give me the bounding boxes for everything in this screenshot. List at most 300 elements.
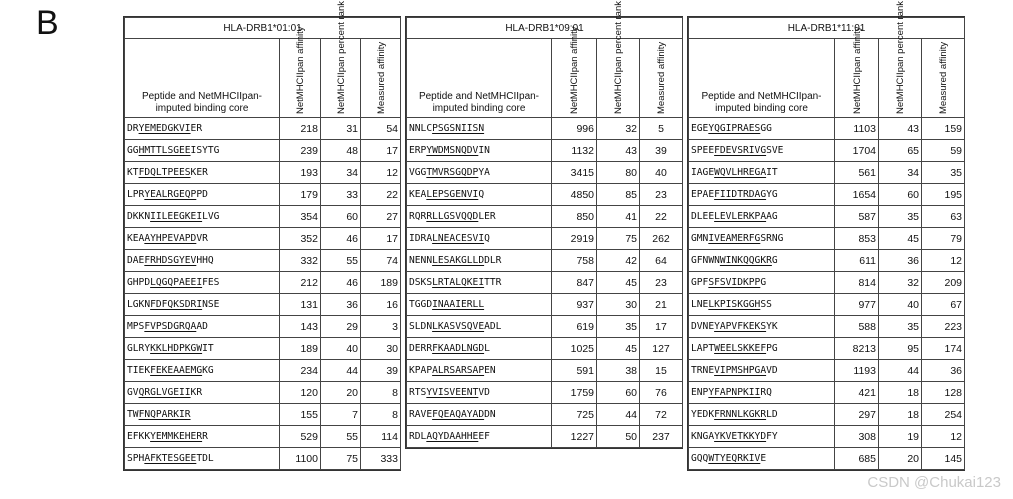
affinity-cell: 120 xyxy=(280,382,321,404)
rank-cell: 18 xyxy=(879,382,922,404)
table-row xyxy=(125,338,401,360)
affinity-cell: 179 xyxy=(280,184,321,206)
peptide-cell xyxy=(125,162,280,184)
affinity-cell: 155 xyxy=(280,404,321,426)
rank-cell: 60 xyxy=(879,184,922,206)
table-body xyxy=(407,118,683,448)
measured-header: Measured affinity xyxy=(656,41,667,114)
affinity-cell: 4850 xyxy=(552,184,597,206)
measured-cell: 39 xyxy=(640,140,683,162)
peptide-flank-c: FY xyxy=(766,431,778,442)
binding-core: YEMEDGKVI xyxy=(138,123,191,134)
affinity-cell: 3415 xyxy=(552,162,597,184)
rank-cell: 32 xyxy=(879,272,922,294)
table-row xyxy=(125,448,401,470)
rank-cell: 35 xyxy=(879,316,922,338)
allele-title: HLA-DRB1*09:01 xyxy=(407,18,683,39)
peptide-cell xyxy=(407,206,552,228)
measured-cell: 21 xyxy=(640,294,683,316)
peptide-flank-c: IT xyxy=(766,167,778,178)
peptide-flank-n: KEA xyxy=(127,233,145,244)
rank-cell: 46 xyxy=(321,272,361,294)
rank-cell: 45 xyxy=(597,272,640,294)
peptide-flank-n: GHPD xyxy=(127,277,151,288)
table-row xyxy=(125,184,401,206)
rank-cell: 43 xyxy=(597,140,640,162)
peptide-cell xyxy=(407,118,552,140)
table-row xyxy=(689,316,965,338)
table-row xyxy=(125,250,401,272)
rank-cell: 44 xyxy=(597,404,640,426)
binding-core: LQGQPAEEI xyxy=(150,277,203,288)
affinity-cell: 587 xyxy=(835,206,879,228)
peptide-cell xyxy=(125,404,280,426)
peptide-flank-c: ISYTG xyxy=(190,145,220,156)
affinity-cell: 977 xyxy=(835,294,879,316)
peptide-flank-n: ERP xyxy=(409,145,427,156)
peptide-cell xyxy=(125,206,280,228)
binding-core: LNEACESVI xyxy=(432,233,485,244)
peptide-flank-n: TGGD xyxy=(409,299,433,310)
affinity-cell: 1704 xyxy=(835,140,879,162)
measured-cell: 22 xyxy=(361,184,401,206)
peptide-flank-n: DVNE xyxy=(691,321,715,332)
affinity-cell: 619 xyxy=(552,316,597,338)
peptide-cell xyxy=(125,382,280,404)
peptide-flank-c: AD xyxy=(196,321,208,332)
binding-core: WTYEQRKIV xyxy=(708,453,761,464)
peptide-flank-c: VD xyxy=(478,387,490,398)
table-row xyxy=(689,228,965,250)
rank-cell: 40 xyxy=(321,338,361,360)
peptide-cell xyxy=(407,316,552,338)
binding-core: KKLHDPKGW xyxy=(150,343,203,354)
peptide-flank-c: LER xyxy=(478,211,496,222)
peptide-flank-n: DLEE xyxy=(691,211,715,222)
peptide-flank-n: IAGE xyxy=(691,167,715,178)
peptide-flank-n: IDRA xyxy=(409,233,433,244)
peptide-cell xyxy=(689,250,835,272)
measured-cell: 22 xyxy=(640,206,683,228)
rank-cell: 41 xyxy=(597,206,640,228)
affinity-cell: 218 xyxy=(280,118,321,140)
binding-core: VIPMSHPGA xyxy=(714,365,767,376)
affinity-cell: 1103 xyxy=(835,118,879,140)
affinity-cell: 685 xyxy=(835,448,879,470)
rank-header: NetMHCIIpan percent rank xyxy=(613,1,624,114)
peptide-flank-c: EN xyxy=(484,365,496,376)
peptide-flank-n: KT xyxy=(127,167,139,178)
rank-cell: 34 xyxy=(321,162,361,184)
peptide-flank-n: DAE xyxy=(127,255,145,266)
peptide-flank-c: ER xyxy=(190,123,203,134)
peptide-cell xyxy=(125,184,280,206)
rank-cell: 35 xyxy=(879,206,922,228)
table-row xyxy=(125,206,401,228)
measured-cell: 23 xyxy=(640,184,683,206)
measured-cell: 17 xyxy=(361,228,401,250)
peptide-flank-c: KR xyxy=(190,387,203,398)
affinity-cell: 352 xyxy=(280,228,321,250)
peptide-flank-c: YG xyxy=(766,189,778,200)
rank-cell: 60 xyxy=(321,206,361,228)
affinity-cell: 239 xyxy=(280,140,321,162)
peptide-flank-n: GMN xyxy=(691,233,709,244)
peptide-flank-c: DN xyxy=(484,409,496,420)
allele-table-1 xyxy=(123,1,401,471)
affinity-header: NetMHCIIpan affinity xyxy=(851,26,863,114)
table-row xyxy=(125,228,401,250)
binding-core: WINKQQGKR xyxy=(719,255,772,266)
peptide-flank-c: Q xyxy=(484,233,490,244)
measured-header: Measured affinity xyxy=(375,41,387,114)
binding-core: FVPSDGRQA xyxy=(144,321,197,332)
table-row xyxy=(407,382,683,404)
table-body xyxy=(689,118,965,470)
peptide-flank-c: L xyxy=(484,343,490,354)
allele-title: HLA-DRB1*11:01 xyxy=(689,18,965,39)
binding-core: WQVLHREGA xyxy=(714,167,767,178)
table-row xyxy=(125,162,401,184)
peptide-flank-n: GG xyxy=(127,145,139,156)
table-row xyxy=(689,162,965,184)
affinity-cell: 1227 xyxy=(552,426,597,448)
binding-core: LKASVSQVE xyxy=(432,321,485,332)
affinity-cell: 193 xyxy=(280,162,321,184)
affinity-cell: 588 xyxy=(835,316,879,338)
rank-cell: 75 xyxy=(321,448,361,470)
measured-cell: 223 xyxy=(922,316,965,338)
measured-cell: 54 xyxy=(361,118,401,140)
binding-core: QRGLVGEII xyxy=(138,387,191,398)
binding-table xyxy=(124,1,401,470)
measured-cell: 39 xyxy=(361,360,401,382)
affinity-cell: 2919 xyxy=(552,228,597,250)
measured-cell: 128 xyxy=(922,382,965,404)
peptide-cell xyxy=(125,360,280,382)
table-row xyxy=(407,118,683,140)
peptide-cell xyxy=(125,250,280,272)
peptide-flank-n: NNLC xyxy=(409,123,433,134)
table-row xyxy=(689,184,965,206)
affinity-cell: 814 xyxy=(835,272,879,294)
affinity-cell: 850 xyxy=(552,206,597,228)
binding-core: YEMMKEHER xyxy=(150,431,203,442)
peptide-cell xyxy=(689,184,835,206)
binding-core: YFAPNPKII xyxy=(708,387,761,398)
peptide-cell xyxy=(407,162,552,184)
peptide-cell xyxy=(689,338,835,360)
peptide-cell xyxy=(689,162,835,184)
binding-core: LEVLERKPA xyxy=(714,211,767,222)
affinity-cell: 212 xyxy=(280,272,321,294)
rank-cell: 31 xyxy=(321,118,361,140)
peptide-flank-c: SS xyxy=(760,299,772,310)
peptide-flank-n: TIEK xyxy=(127,365,151,376)
peptide-flank-c: LVG xyxy=(202,211,220,222)
table-row xyxy=(689,118,965,140)
table-row xyxy=(689,360,965,382)
rank-cell: 20 xyxy=(321,382,361,404)
allele-title: HLA-DRB1*01:01 xyxy=(125,18,401,39)
peptide-header: Peptide and NetMHCIIpan-imputed binding core xyxy=(407,39,552,118)
measured-cell: 23 xyxy=(640,272,683,294)
peptide-flank-n: DR xyxy=(127,123,139,134)
rank-cell: 34 xyxy=(879,162,922,184)
peptide-cell xyxy=(407,184,552,206)
binding-core: FNQPARKIR xyxy=(138,409,191,420)
table-body xyxy=(125,118,401,470)
peptide-cell xyxy=(689,404,835,426)
peptide-flank-n: SPEE xyxy=(691,145,715,156)
affinity-cell: 611 xyxy=(835,250,879,272)
peptide-flank-c: YA xyxy=(478,167,490,178)
binding-core: AFKTESGEE xyxy=(144,453,197,464)
affinity-cell: 1025 xyxy=(552,338,597,360)
binding-core: IILEEGKEI xyxy=(150,211,203,222)
table-row xyxy=(689,250,965,272)
peptide-flank-c: PD xyxy=(196,189,208,200)
peptide-cell xyxy=(689,272,835,294)
rank-cell: 85 xyxy=(597,184,640,206)
peptide-flank-c: KG xyxy=(202,365,214,376)
peptide-cell xyxy=(407,140,552,162)
table-row xyxy=(689,294,965,316)
binding-core: AYHPEVAPD xyxy=(144,233,197,244)
peptide-flank-c: ADL xyxy=(484,321,502,332)
measured-cell: 3 xyxy=(361,316,401,338)
peptide-flank-n: MPS xyxy=(127,321,145,332)
measured-cell: 209 xyxy=(922,272,965,294)
table-row xyxy=(689,140,965,162)
table-row xyxy=(125,404,401,426)
peptide-cell xyxy=(125,316,280,338)
rank-cell: 75 xyxy=(597,228,640,250)
affinity-cell: 996 xyxy=(552,118,597,140)
peptide-flank-c: SVE xyxy=(766,145,784,156)
affinity-cell: 725 xyxy=(552,404,597,426)
peptide-flank-n: DKKN xyxy=(127,211,151,222)
rank-cell: 45 xyxy=(879,228,922,250)
affinity-cell: 1654 xyxy=(835,184,879,206)
affinity-cell: 308 xyxy=(835,426,879,448)
rank-cell: 43 xyxy=(879,118,922,140)
rank-cell: 29 xyxy=(321,316,361,338)
rank-cell: 38 xyxy=(597,360,640,382)
table-row xyxy=(407,272,683,294)
peptide-flank-c: LD xyxy=(766,409,778,420)
rank-cell: 48 xyxy=(321,140,361,162)
measured-cell: 72 xyxy=(640,404,683,426)
rank-cell: 55 xyxy=(321,250,361,272)
peptide-flank-c: G xyxy=(760,277,767,288)
panel-label: B xyxy=(36,4,59,42)
table-row xyxy=(407,316,683,338)
table-row xyxy=(689,426,965,448)
binding-core: FRNNLKGKR xyxy=(714,409,767,420)
peptide-flank-c: G xyxy=(771,255,778,266)
peptide-cell xyxy=(689,294,835,316)
rank-header: NetMHCIIpan percent rank xyxy=(335,1,347,114)
affinity-cell: 354 xyxy=(280,206,321,228)
measured-cell: 16 xyxy=(361,294,401,316)
measured-cell: 63 xyxy=(922,206,965,228)
allele-table-2 xyxy=(405,1,683,449)
peptide-flank-n: SLDN xyxy=(409,321,433,332)
peptide-flank-n: GFNWN xyxy=(691,255,720,266)
measured-cell: 17 xyxy=(640,316,683,338)
measured-cell: 254 xyxy=(922,404,965,426)
peptide-cell xyxy=(125,294,280,316)
table-row xyxy=(689,206,965,228)
peptide-cell xyxy=(689,140,835,162)
peptide-cell xyxy=(407,404,552,426)
peptide-flank-n: YEDK xyxy=(691,409,715,420)
measured-cell: 36 xyxy=(922,360,965,382)
measured-cell: 15 xyxy=(640,360,683,382)
table-row xyxy=(689,404,965,426)
measured-cell: 12 xyxy=(361,162,401,184)
peptide-flank-c: TDL xyxy=(196,453,214,464)
rank-cell: 36 xyxy=(321,294,361,316)
peptide-flank-c: TTR xyxy=(484,277,502,288)
peptide-flank-c: VR xyxy=(196,233,208,244)
affinity-cell: 758 xyxy=(552,250,597,272)
measured-cell: 195 xyxy=(922,184,965,206)
binding-core: LRTALQKEI xyxy=(432,277,485,288)
peptide-flank-c: DLR xyxy=(484,255,502,266)
measured-cell: 8 xyxy=(361,382,401,404)
affinity-cell: 1132 xyxy=(552,140,597,162)
peptide-flank-n: EPAE xyxy=(691,189,715,200)
peptide-cell xyxy=(689,448,835,470)
binding-core: ALRSARSAP xyxy=(432,365,485,376)
rank-cell: 35 xyxy=(597,316,640,338)
peptide-flank-n: KPAP xyxy=(409,365,433,376)
peptide-cell xyxy=(407,426,552,448)
peptide-cell xyxy=(125,338,280,360)
measured-cell: 64 xyxy=(640,250,683,272)
peptide-cell xyxy=(125,228,280,250)
measured-cell: 333 xyxy=(361,448,401,470)
peptide-flank-n: RAVE xyxy=(409,409,433,420)
peptide-flank-c: RQ xyxy=(760,387,772,398)
watermark: CSDN @Chukai123 xyxy=(867,474,1001,491)
rank-cell: 18 xyxy=(879,404,922,426)
binding-core: FDFQKSDRI xyxy=(150,299,203,310)
affinity-header: NetMHCIIpan affinity xyxy=(295,26,306,114)
peptide-cell xyxy=(407,360,552,382)
measured-cell: 17 xyxy=(361,140,401,162)
rank-cell: 46 xyxy=(321,228,361,250)
peptide-flank-c: NSE xyxy=(202,299,220,310)
binding-core: PSGSNIISN xyxy=(432,123,485,134)
binding-core: LESAKGLLD xyxy=(432,255,485,266)
affinity-cell: 1193 xyxy=(835,360,879,382)
table-row xyxy=(125,316,401,338)
peptide-flank-c: SRNG xyxy=(760,233,784,244)
binding-core: SFSVIDKPP xyxy=(708,277,761,288)
table-row xyxy=(125,118,401,140)
measured-header: Measured affinity xyxy=(938,41,949,114)
allele-table-3 xyxy=(687,1,965,471)
peptide-cell xyxy=(689,360,835,382)
binding-core: FKAADLNGD xyxy=(432,343,485,354)
rank-cell: 80 xyxy=(597,162,640,184)
peptide-flank-c: AG xyxy=(766,211,778,222)
binding-table xyxy=(688,1,965,470)
peptide-flank-c: R xyxy=(202,431,208,442)
rank-cell: 45 xyxy=(597,338,640,360)
measured-cell: 59 xyxy=(922,140,965,162)
binding-core: YQGIPRAES xyxy=(708,123,761,134)
peptide-flank-n: LNE xyxy=(691,299,709,310)
peptide-flank-n: VGG xyxy=(409,167,427,178)
binding-core: FIIDTRDAG xyxy=(714,189,767,200)
measured-cell: 67 xyxy=(922,294,965,316)
peptide-flank-n: SPH xyxy=(127,453,145,464)
affinity-cell: 529 xyxy=(280,426,321,448)
table-row xyxy=(125,272,401,294)
rank-cell: 60 xyxy=(597,382,640,404)
affinity-cell: 1759 xyxy=(552,382,597,404)
table-row xyxy=(689,448,965,470)
binding-core: TMVRSGQDP xyxy=(426,167,479,178)
peptide-flank-n: GLRY xyxy=(127,343,151,354)
peptide-flank-c: PG xyxy=(766,343,778,354)
peptide-flank-n: LAPT xyxy=(691,343,715,354)
measured-cell: 12 xyxy=(922,426,965,448)
peptide-flank-n: ENP xyxy=(691,387,709,398)
peptide-cell xyxy=(689,118,835,140)
rank-cell: 44 xyxy=(321,360,361,382)
peptide-flank-c: FES xyxy=(202,277,220,288)
peptide-flank-c: GG xyxy=(760,123,772,134)
table-row xyxy=(125,360,401,382)
table-row xyxy=(125,426,401,448)
binding-core: FDQLTPEES xyxy=(138,167,191,178)
rank-cell: 95 xyxy=(879,338,922,360)
affinity-cell: 591 xyxy=(552,360,597,382)
peptide-flank-n: DERR xyxy=(409,343,433,354)
table-row xyxy=(125,294,401,316)
table-row xyxy=(407,140,683,162)
rank-cell: 65 xyxy=(879,140,922,162)
rank-cell: 20 xyxy=(879,448,922,470)
peptide-cell xyxy=(125,426,280,448)
rank-cell: 32 xyxy=(597,118,640,140)
peptide-flank-n: KNGA xyxy=(691,431,715,442)
measured-cell: 174 xyxy=(922,338,965,360)
peptide-flank-c: KER xyxy=(190,167,208,178)
measured-cell: 189 xyxy=(361,272,401,294)
peptide-cell xyxy=(689,426,835,448)
peptide-cell xyxy=(125,140,280,162)
peptide-flank-n: RTS xyxy=(409,387,427,398)
binding-core: YKVETKKYD xyxy=(714,431,767,442)
table-row xyxy=(689,382,965,404)
rank-cell: 7 xyxy=(321,404,361,426)
peptide-flank-c: IT xyxy=(202,343,214,354)
affinity-cell: 421 xyxy=(835,382,879,404)
peptide-cell xyxy=(125,272,280,294)
rank-cell: 44 xyxy=(879,360,922,382)
measured-cell: 40 xyxy=(640,162,683,184)
rank-cell: 30 xyxy=(597,294,640,316)
table-row xyxy=(407,250,683,272)
affinity-cell: 297 xyxy=(835,404,879,426)
rank-cell: 55 xyxy=(321,426,361,448)
